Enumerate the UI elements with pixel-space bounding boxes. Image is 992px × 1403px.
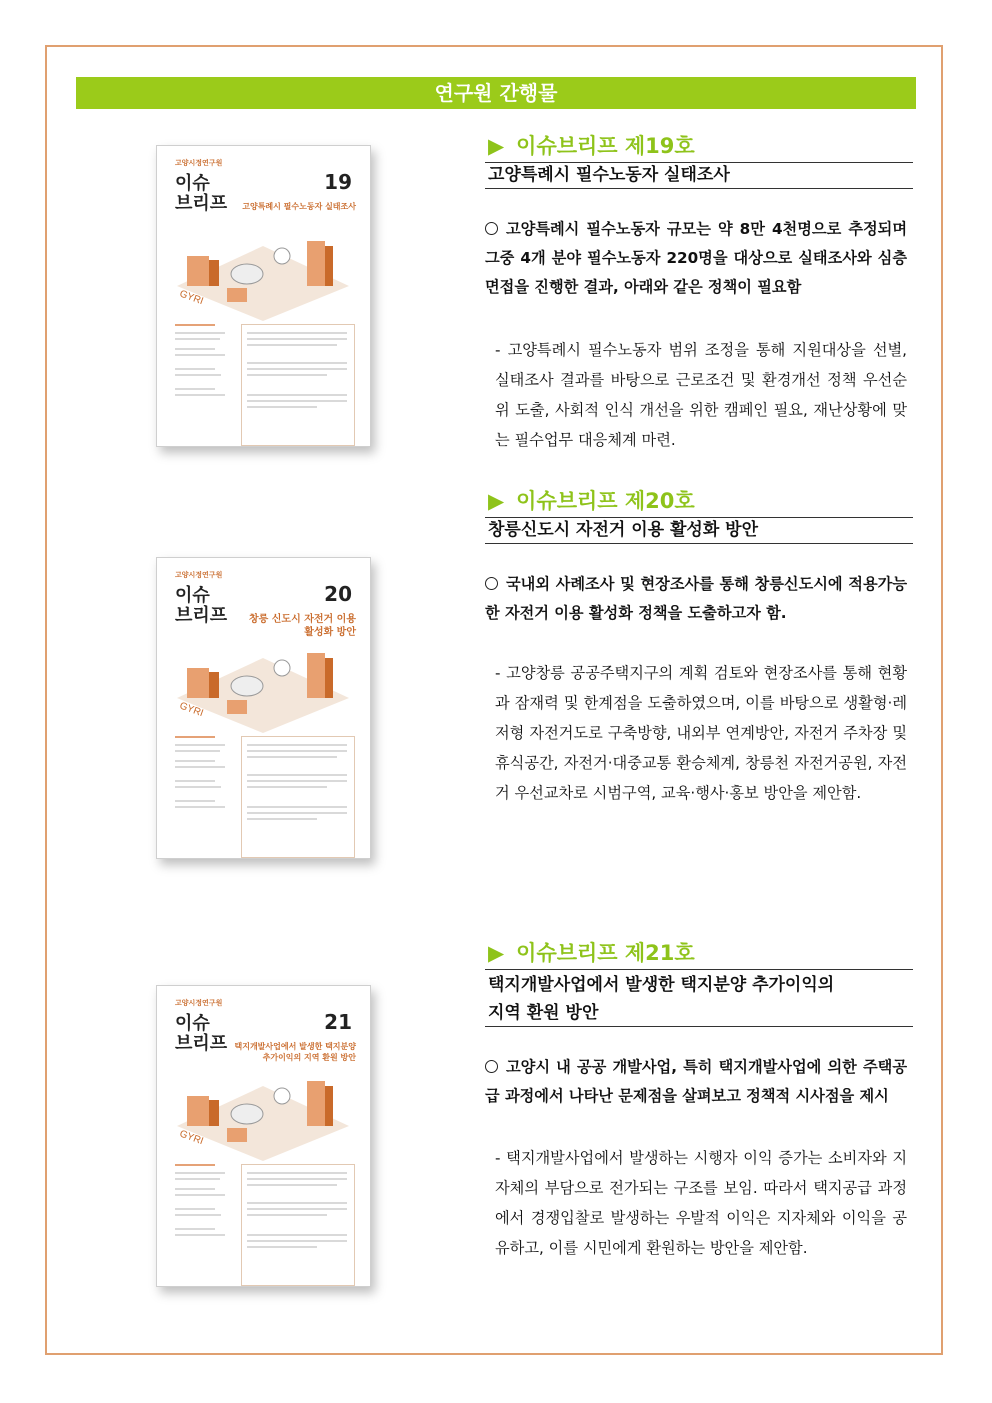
cover-publisher: 고양시정연구원 (175, 159, 223, 167)
svg-text:GYRI: GYRI (177, 288, 205, 308)
section-heading-issue-20: ▶ 이슈브리프 제20호 (488, 489, 695, 513)
cover-publisher: 고양시정연구원 (175, 571, 223, 579)
triangle-right-icon: ▶ (488, 489, 505, 513)
cover-title: 창릉 신도시 자전거 이용 활성화 방안 (248, 614, 356, 638)
cover-image-issue-21 (156, 985, 371, 1287)
summary-bullet: 국내외 사례조사 및 현장조사를 통해 창릉신도시에 적용가능한 자전거 이용 활성화 정책을 도출하고자 함. (485, 575, 907, 622)
city-illustration-icon (157, 226, 370, 321)
summary-bullet: 고양시 내 공공 개발사업, 특히 택지개발사업에 의한 주택공급 과정에서 나타난 문제점을 살펴보고 정책적 시사점을 제시 (485, 1058, 907, 1105)
page-header-title: 연구원 간행물 (434, 81, 558, 105)
dash-marker: - (495, 1149, 501, 1167)
cover-number: 20 (324, 582, 352, 606)
cover-publisher: 고양시정연구원 (175, 999, 223, 1007)
summary-bullet: 고양특례시 필수노동자 규모는 약 8만 4천명으로 추정되며 그중 4개 분야 필수노동자 220명을 대상으로 실태조사와 심층면접을 진행한 결과, 아래와 같은 정책이 필요함 (485, 220, 907, 296)
triangle-right-icon: ▶ (488, 134, 505, 158)
cover-brand: 이슈 브리프 (175, 585, 228, 626)
dash-marker: - (495, 341, 501, 359)
detail-paragraph: - 고양특례시 필수노동자 범위 조정을 통해 지원대상을 선별, 실태조사 결과를 바탕으로 근로조건 및 환경개선 정책 우선순위 도출, 사회적 인식 개선을 위한 캠페인 필요, 재난상황에 맞는 필수업무 대응체계 마련. (495, 341, 908, 449)
dash-marker: - (495, 664, 501, 682)
svg-text:GYRI: GYRI (177, 700, 205, 720)
cover-number: 19 (324, 170, 352, 194)
cover-title: 택지개발사업에서 발생한 택지분양 추가이익의 지역 환원 방안 (234, 1042, 356, 1062)
page-header-bar (76, 77, 916, 109)
cover-title: 고양특례시 필수노동자 실태조사 (242, 202, 356, 211)
section-subtitle: 택지개발사업에서 발생한 택지분양 추가이익의 지역 환원 방안 (485, 969, 913, 1027)
cover-image-issue-20 (156, 557, 371, 859)
cover-brand: 이슈 브리프 (175, 173, 228, 214)
section-subtitle: 창릉신도시 자전거 이용 활성화 방안 (485, 517, 913, 544)
cover-brand: 이슈 브리프 (175, 1013, 228, 1054)
circle-bullet-icon (485, 577, 498, 590)
detail-paragraph: - 고양창릉 공공주택지구의 계획 검토와 현장조사를 통해 현황과 잠재력 및 한계점을 도출하였으며, 이를 바탕으로 생활형·레저형 자전거도로 구축방향, 내외부 연계방안, 자전거 주차장 및 휴식공간, 자전거·대중교통 환승체계, 창릉천 자전거공원, 자전거 우선교차로 시범구역, 교육·행사·홍보 방안을 제안함. (495, 664, 908, 802)
section-subtitle: 고양특례시 필수노동자 실태조사 (485, 162, 913, 189)
city-illustration-icon (157, 1066, 370, 1161)
section-heading-issue-21: ▶ 이슈브리프 제21호 (488, 941, 695, 965)
svg-text:GYRI: GYRI (177, 1128, 205, 1148)
circle-bullet-icon (485, 222, 498, 235)
triangle-right-icon: ▶ (488, 941, 505, 965)
cover-image-issue-19 (156, 145, 371, 447)
city-illustration-icon (157, 638, 370, 733)
section-heading-issue-19: ▶ 이슈브리프 제19호 (488, 134, 695, 158)
circle-bullet-icon (485, 1060, 498, 1073)
cover-number: 21 (324, 1010, 352, 1034)
detail-paragraph: - 택지개발사업에서 발생하는 시행자 이익 증가는 소비자와 지자체의 부담으로 전가되는 구조를 보임. 따라서 택지공급 과정에서 경쟁입찰로 발생하는 우발적 이익은 지자체와 이익을 공유하고, 이를 시민에게 환원하는 방안을 제안함. (495, 1149, 908, 1257)
